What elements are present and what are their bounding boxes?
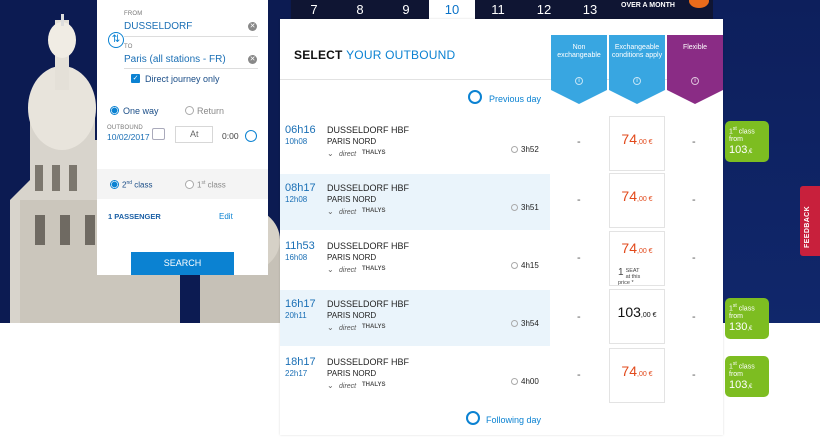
non-exchangeable-price: -	[577, 311, 581, 323]
non-exchangeable-price: -	[577, 194, 581, 206]
departure-time: 08h17	[285, 182, 316, 194]
direct-checkbox[interactable]: ✓	[132, 75, 139, 82]
flexible-price: -	[692, 252, 696, 264]
first-class-word: class	[207, 180, 226, 190]
outbound-date-input[interactable]: 10/02/2017	[107, 132, 150, 142]
date-strip	[291, 0, 713, 19]
outbound-label: OUTBOUND	[107, 125, 143, 131]
title-accent: YOUR OUTBOUND	[346, 48, 456, 62]
non-exchangeable-price: -	[577, 252, 581, 264]
fare-name: Exchangeable conditions apply	[611, 44, 663, 59]
train-row[interactable]	[280, 232, 550, 288]
clear-icon[interactable]: ✕	[249, 56, 256, 63]
price: 74,00 €	[621, 363, 653, 379]
arrival-time: 22h17	[285, 369, 308, 378]
exchangeable-price-box[interactable]	[609, 116, 665, 171]
edit-passengers-link[interactable]: Edit	[219, 212, 233, 221]
price: 74,00 €	[621, 131, 653, 147]
date-tab[interactable]: 11	[491, 2, 505, 17]
info-icon[interactable]: i	[691, 77, 699, 85]
return-label: Return	[197, 106, 225, 116]
origin-station: DUSSELDORF HBF	[327, 299, 410, 309]
fare-header-non-exchangeable[interactable]	[551, 35, 607, 90]
first-class-label: 1st class	[729, 361, 755, 371]
exchangeable-price-box[interactable]	[609, 173, 665, 228]
first-class-from: from	[729, 313, 743, 321]
chevron-down-icon[interactable]: ⌄	[327, 207, 334, 216]
date-tab[interactable]: 7	[310, 2, 318, 17]
destination-station: PARIS NORD	[327, 253, 377, 262]
first-class-from: from	[729, 371, 743, 379]
first-class-offer[interactable]	[725, 356, 769, 397]
price: 74,00 €	[621, 240, 653, 256]
arrival-time: 20h11	[285, 311, 307, 320]
second-class-label	[122, 180, 152, 190]
origin-station: DUSSELDORF HBF	[327, 125, 410, 135]
over-a-month-label: OVER A MONTH	[621, 2, 675, 9]
exchangeable-price-box[interactable]	[609, 231, 665, 286]
chevron-down-icon[interactable]: ⌄	[327, 323, 334, 332]
first-class-sup: st	[201, 180, 206, 186]
first-class-label	[197, 180, 226, 190]
to-input[interactable]: Paris (all stations - FR)	[124, 54, 226, 65]
passenger-count[interactable]: 1 PASSENGER	[108, 212, 161, 221]
train-row[interactable]	[280, 290, 550, 346]
info-icon[interactable]: i	[633, 77, 641, 85]
from-label: FROM	[124, 11, 143, 17]
origin-station: DUSSELDORF HBF	[327, 357, 410, 367]
duration-clock-icon	[511, 146, 518, 153]
flexible-price: -	[692, 136, 696, 148]
destination-station: PARIS NORD	[327, 137, 377, 146]
duration-clock-icon	[511, 378, 518, 385]
operator: THALYS	[362, 150, 386, 156]
date-tab[interactable]: 8	[356, 2, 364, 17]
first-class-radio[interactable]	[185, 180, 194, 189]
page-title	[294, 48, 455, 62]
duration: 3h52	[521, 145, 539, 154]
calendar-icon[interactable]	[152, 128, 165, 140]
operator: THALYS	[362, 266, 386, 272]
chevron-down-icon[interactable]: ⌄	[327, 265, 334, 274]
date-tab[interactable]: 12	[536, 2, 552, 17]
operator: THALYS	[362, 208, 386, 214]
flexible-price: -	[692, 311, 696, 323]
first-class-price: 103,€	[729, 144, 753, 157]
origin-station: DUSSELDORF HBF	[327, 241, 410, 251]
first-class-from: from	[729, 136, 743, 144]
journey-type: direct	[339, 267, 357, 274]
previous-day-link[interactable]: Previous day	[489, 94, 542, 104]
swap-icon[interactable]: ⇅	[108, 32, 124, 48]
date-tab[interactable]: 9	[402, 2, 410, 17]
operator: THALYS	[362, 382, 386, 388]
second-class-word: class	[134, 180, 153, 190]
second-class-radio[interactable]	[110, 180, 119, 189]
destination-station: PARIS NORD	[327, 311, 377, 320]
price: 103,00 €	[617, 304, 657, 320]
destination-station: PARIS NORD	[327, 195, 377, 204]
clock-icon[interactable]	[245, 130, 257, 142]
to-label: TO	[124, 44, 133, 50]
departure-time: 06h16	[285, 124, 316, 136]
first-class-price: 130,€	[729, 321, 753, 334]
arrival-time: 12h08	[285, 195, 308, 204]
direct-label: Direct journey only	[145, 74, 220, 84]
duration-clock-icon	[511, 204, 518, 211]
duration-clock-icon	[511, 262, 518, 269]
at-label: At	[190, 129, 199, 139]
train-row[interactable]	[280, 116, 550, 172]
exchangeable-price-box[interactable]	[609, 289, 665, 344]
first-class-price: 103,€	[729, 379, 753, 392]
one-way-radio[interactable]	[110, 106, 119, 115]
fare-header-exchangeable[interactable]	[609, 35, 665, 90]
arrival-time: 16h08	[285, 253, 308, 262]
chevron-down-icon[interactable]: ⌄	[327, 149, 334, 158]
fare-name: Flexible	[682, 44, 708, 51]
flexible-price: -	[692, 369, 696, 381]
previous-day-clock-icon[interactable]	[468, 90, 482, 104]
non-exchangeable-price: -	[577, 369, 581, 381]
journey-type: direct	[339, 325, 357, 332]
duration-clock-icon	[511, 320, 518, 327]
first-class-offer[interactable]	[725, 121, 769, 162]
following-day-link[interactable]: Following day	[486, 415, 542, 425]
duration: 3h51	[521, 203, 539, 212]
destination-station: PARIS NORD	[327, 369, 377, 378]
results-panel	[280, 19, 723, 435]
chevron-down-icon[interactable]: ⌄	[327, 381, 334, 390]
train-row[interactable]	[280, 174, 550, 230]
price: 74,00 €	[621, 188, 653, 204]
following-day-clock-icon[interactable]	[466, 411, 480, 425]
fare-name: Non exchangeable	[557, 44, 601, 59]
feedback-label: FEEDBACK	[804, 205, 811, 248]
duration: 3h54	[521, 319, 539, 328]
time-at-input[interactable]	[175, 126, 213, 143]
duration: 4h15	[521, 261, 539, 270]
time-value[interactable]: 0:00	[222, 131, 239, 141]
origin-station: DUSSELDORF HBF	[327, 183, 410, 193]
departure-time: 18h17	[285, 356, 316, 368]
date-tab-active[interactable]: 10	[429, 0, 475, 19]
seats-left: 1 SEAT at this price *	[618, 267, 641, 286]
arrival-time: 10h08	[285, 137, 308, 146]
departure-time: 16h17	[285, 298, 316, 310]
first-class-num: 1	[197, 180, 202, 190]
second-class-num: 2	[122, 180, 127, 190]
return-radio[interactable]	[185, 106, 194, 115]
from-input[interactable]: DUSSELDORF	[124, 21, 193, 32]
title-prefix: SELECT	[294, 48, 343, 62]
departure-time: 11h53	[285, 240, 315, 252]
info-icon[interactable]: i	[575, 77, 583, 85]
operator: THALYS	[362, 324, 386, 330]
journey-type: direct	[339, 151, 357, 158]
second-class-sup: nd	[126, 180, 133, 186]
date-tab[interactable]: 13	[582, 2, 598, 17]
train-row[interactable]	[280, 348, 550, 404]
journey-type: direct	[339, 209, 357, 216]
feedback-tab[interactable]	[800, 186, 820, 256]
search-button[interactable]: SEARCH	[131, 252, 234, 275]
fare-header-flexible[interactable]	[667, 35, 723, 90]
first-class-offer[interactable]	[725, 298, 769, 339]
duration: 4h00	[521, 377, 539, 386]
exchangeable-price-box[interactable]	[609, 348, 665, 403]
clear-icon[interactable]: ✕	[249, 23, 256, 30]
one-way-label: One way	[123, 106, 159, 116]
flexible-price: -	[692, 194, 696, 206]
first-class-label: 1st class	[729, 126, 755, 136]
journey-type: direct	[339, 383, 357, 390]
first-class-label: 1st class	[729, 303, 755, 313]
non-exchangeable-price: -	[577, 136, 581, 148]
